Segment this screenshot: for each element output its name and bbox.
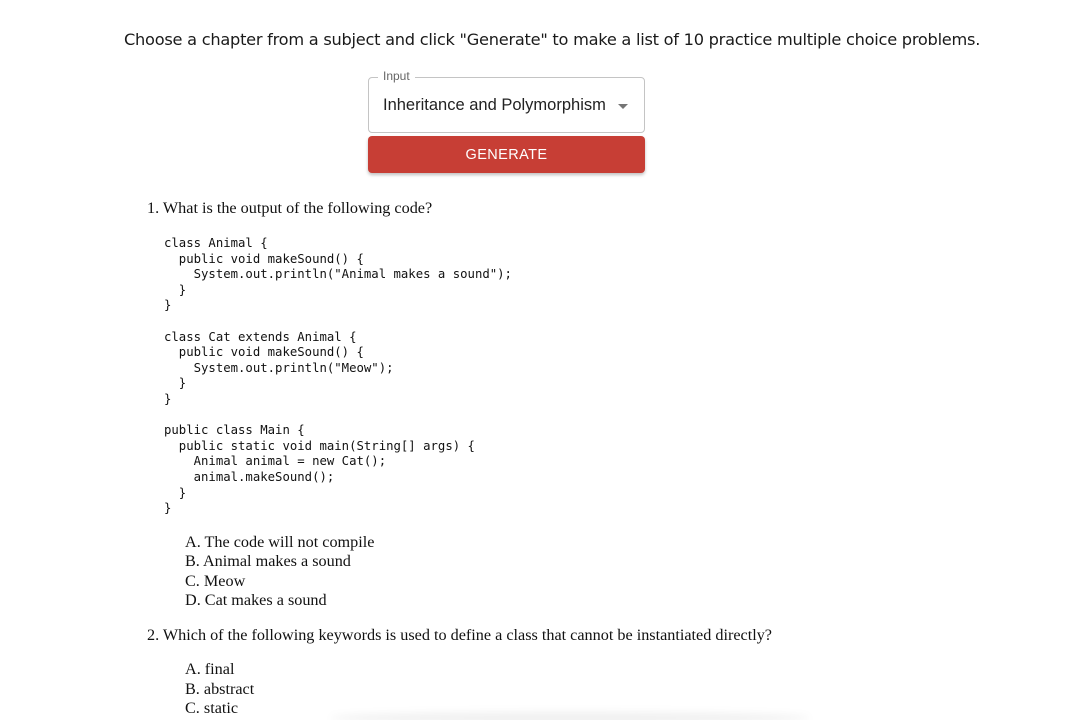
dropdown-arrow-icon[interactable] (618, 104, 628, 109)
instructions-text: Choose a chapter from a subject and click "Generate" to make a list of 10 practice multiple choice problems. (124, 30, 981, 49)
chapter-select[interactable] (368, 69, 645, 133)
answer-option-c: C. Meow (185, 571, 246, 590)
generator-form (368, 69, 645, 163)
question-text: 1. What is the output of the following code? (147, 199, 433, 217)
code-snippet: class Animal { public void makeSound() { System.out.println("Animal makes a sound"); } } class Cat extends Animal { public void makeSound() { System.out.println("Meow"); } } public class Main { public static void main(String[] args) { Animal animal = new Cat(); animal.makeSound(); } } (164, 236, 512, 516)
answer-option-a: A. final (185, 660, 235, 679)
answer-options (185, 533, 1047, 611)
answer-option-a: A. The code will not compile (185, 532, 375, 551)
question-list (147, 199, 1047, 719)
select-value: Inheritance and Polymorphism (383, 96, 606, 114)
question-item (147, 199, 1047, 610)
answer-option-d: D. Cat makes a sound (185, 590, 327, 609)
question-text: 2. Which of the following keywords is used to define a class that cannot be instantiated directly? (147, 626, 772, 645)
answer-option-c: C. static (185, 699, 239, 718)
answer-option-b: B. Animal makes a sound (185, 552, 351, 571)
question-item (147, 626, 1047, 718)
scroll-shadow (330, 712, 810, 720)
answer-option-b: B. abstract (185, 679, 255, 698)
answer-options (185, 660, 1047, 718)
select-label: Input (378, 69, 415, 83)
generate-button[interactable]: GENERATE (368, 136, 645, 173)
